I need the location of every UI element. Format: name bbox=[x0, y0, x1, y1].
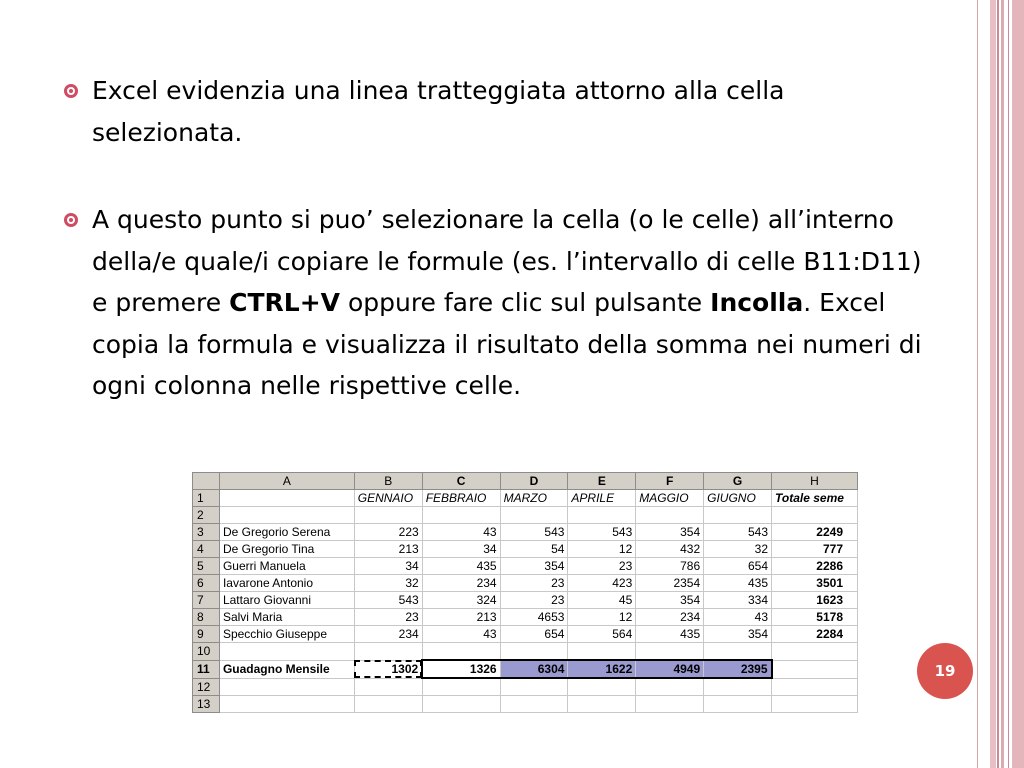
cell[interactable]: 5178 bbox=[772, 609, 858, 626]
page-number-badge bbox=[917, 643, 973, 699]
cell[interactable]: 435 bbox=[704, 575, 772, 592]
table-row bbox=[193, 575, 858, 592]
row-header[interactable]: 7 bbox=[193, 592, 220, 609]
column-header-row bbox=[193, 473, 858, 490]
bullet-1 bbox=[58, 70, 928, 153]
table-row bbox=[193, 626, 858, 643]
decor-stripe bbox=[977, 0, 978, 768]
cell[interactable]: Specchio Giuseppe bbox=[219, 626, 354, 643]
cell[interactable]: 334 bbox=[704, 592, 772, 609]
bullet-icon bbox=[64, 213, 78, 227]
cell[interactable] bbox=[772, 507, 858, 524]
copied-cell[interactable]: 1302 bbox=[354, 660, 422, 678]
col-header-f[interactable]: F bbox=[636, 473, 704, 490]
bullet-2-text-1: A questo punto si puo’ selezionare la cella (o le celle) all’interno della/e quale/i copiare le formule (es. l’intervallo di celle B11:D11) e premere bbox=[92, 205, 922, 317]
table-row bbox=[193, 490, 858, 507]
cell[interactable]: De Gregorio Serena bbox=[219, 524, 354, 541]
spreadsheet-screenshot bbox=[192, 472, 858, 718]
cell[interactable]: Guadagno Mensile bbox=[219, 660, 354, 678]
row-header[interactable]: 1 bbox=[193, 490, 220, 507]
selected-cell[interactable]: 1326 bbox=[422, 660, 500, 678]
cell[interactable] bbox=[219, 678, 354, 696]
cell[interactable]: 654 bbox=[500, 626, 568, 643]
cell[interactable]: 354 bbox=[500, 558, 568, 575]
table-row bbox=[193, 592, 858, 609]
cell[interactable]: 213 bbox=[354, 541, 422, 558]
row-header[interactable]: 6 bbox=[193, 575, 220, 592]
cell[interactable]: 234 bbox=[422, 575, 500, 592]
cell[interactable]: 543 bbox=[500, 524, 568, 541]
cell[interactable]: 543 bbox=[568, 524, 636, 541]
selected-cell[interactable]: 6304 bbox=[500, 660, 568, 678]
cell[interactable]: GENNAIO bbox=[354, 490, 422, 507]
bullet-2-text-3: . Excel copia la formula e visualizza il risultato della somma nei numeri di ogni colonna nelle rispettive celle. bbox=[92, 288, 922, 400]
table-row bbox=[193, 558, 858, 575]
row-header[interactable]: 5 bbox=[193, 558, 220, 575]
table-row bbox=[193, 609, 858, 626]
cell[interactable]: GIUGNO bbox=[704, 490, 772, 507]
cell[interactable]: 564 bbox=[568, 626, 636, 643]
cell[interactable] bbox=[422, 507, 500, 524]
cell[interactable] bbox=[219, 507, 354, 524]
cell[interactable] bbox=[568, 507, 636, 524]
cell[interactable]: 543 bbox=[704, 524, 772, 541]
spreadsheet-table bbox=[192, 472, 858, 713]
cell[interactable]: APRILE bbox=[568, 490, 636, 507]
cell[interactable]: 2284 bbox=[772, 626, 858, 643]
cell[interactable]: 213 bbox=[422, 609, 500, 626]
col-header-g[interactable]: G bbox=[704, 473, 772, 490]
bullet-1-text: Excel evidenzia una linea tratteggiata attorno alla cella selezionata. bbox=[92, 76, 785, 147]
decor-stripe bbox=[997, 0, 999, 768]
cell[interactable]: FEBBRAIO bbox=[422, 490, 500, 507]
cell[interactable]: 654 bbox=[704, 558, 772, 575]
cell[interactable]: Guerri Manuela bbox=[219, 558, 354, 575]
table-row bbox=[193, 643, 858, 661]
cell[interactable]: 23 bbox=[500, 575, 568, 592]
cell[interactable] bbox=[636, 643, 704, 661]
cell[interactable]: 23 bbox=[500, 592, 568, 609]
cell[interactable]: 43 bbox=[704, 609, 772, 626]
cell[interactable] bbox=[422, 696, 500, 713]
cell[interactable] bbox=[422, 643, 500, 661]
decor-stripe bbox=[1008, 0, 1009, 768]
table-row bbox=[193, 507, 858, 524]
bullet-2 bbox=[58, 199, 928, 407]
decor-stripe bbox=[990, 0, 996, 768]
table-row bbox=[193, 524, 858, 541]
bullet-icon bbox=[64, 84, 78, 98]
col-header-b[interactable]: B bbox=[354, 473, 422, 490]
cell[interactable] bbox=[772, 696, 858, 713]
cell[interactable]: 4653 bbox=[500, 609, 568, 626]
row-header[interactable]: 11 bbox=[193, 660, 220, 678]
decor-stripe bbox=[1001, 0, 1004, 768]
cell[interactable] bbox=[500, 507, 568, 524]
selected-cell[interactable]: 1622 bbox=[568, 660, 636, 678]
cell[interactable]: 432 bbox=[636, 541, 704, 558]
cell[interactable]: 435 bbox=[422, 558, 500, 575]
cell[interactable] bbox=[500, 696, 568, 713]
cell[interactable]: 23 bbox=[354, 609, 422, 626]
cell[interactable] bbox=[354, 507, 422, 524]
cell[interactable] bbox=[568, 678, 636, 696]
row-header[interactable]: 9 bbox=[193, 626, 220, 643]
cell[interactable] bbox=[636, 507, 704, 524]
cell[interactable]: 34 bbox=[422, 541, 500, 558]
table-row bbox=[193, 696, 858, 713]
cell[interactable] bbox=[636, 696, 704, 713]
selected-cell[interactable]: 4949 bbox=[636, 660, 704, 678]
cell[interactable]: 234 bbox=[636, 609, 704, 626]
cell[interactable] bbox=[219, 490, 354, 507]
cell[interactable]: 786 bbox=[636, 558, 704, 575]
row-header[interactable]: 8 bbox=[193, 609, 220, 626]
cell[interactable]: MARZO bbox=[500, 490, 568, 507]
col-header-e[interactable]: E bbox=[568, 473, 636, 490]
cell[interactable]: 43 bbox=[422, 524, 500, 541]
cell[interactable]: 234 bbox=[354, 626, 422, 643]
col-header-c[interactable]: C bbox=[422, 473, 500, 490]
selected-cell[interactable]: 2395 bbox=[704, 660, 772, 678]
cell[interactable]: 354 bbox=[704, 626, 772, 643]
cell[interactable]: 1623 bbox=[772, 592, 858, 609]
cell[interactable] bbox=[704, 678, 772, 696]
row-header[interactable]: 4 bbox=[193, 541, 220, 558]
row-header[interactable]: 13 bbox=[193, 696, 220, 713]
cell[interactable]: 423 bbox=[568, 575, 636, 592]
cell[interactable] bbox=[568, 643, 636, 661]
cell[interactable] bbox=[636, 678, 704, 696]
cell[interactable]: 2354 bbox=[636, 575, 704, 592]
cell[interactable]: 777 bbox=[772, 541, 858, 558]
row-header[interactable]: 12 bbox=[193, 678, 220, 696]
col-header-d[interactable]: D bbox=[500, 473, 568, 490]
cell[interactable] bbox=[500, 678, 568, 696]
row-header[interactable]: 10 bbox=[193, 643, 220, 661]
cell[interactable]: 45 bbox=[568, 592, 636, 609]
cell[interactable]: 32 bbox=[704, 541, 772, 558]
cell[interactable]: 2286 bbox=[772, 558, 858, 575]
cell[interactable]: 354 bbox=[636, 524, 704, 541]
cell[interactable] bbox=[568, 696, 636, 713]
cell[interactable]: 354 bbox=[636, 592, 704, 609]
cell[interactable] bbox=[772, 643, 858, 661]
decor-stripe bbox=[1012, 0, 1024, 768]
cell[interactable]: 12 bbox=[568, 541, 636, 558]
cell[interactable] bbox=[219, 696, 354, 713]
row-header[interactable]: 3 bbox=[193, 524, 220, 541]
table-row bbox=[193, 678, 858, 696]
cell[interactable]: 54 bbox=[500, 541, 568, 558]
bullet-2-paste: Incolla bbox=[710, 288, 804, 317]
cell[interactable]: Lattaro Giovanni bbox=[219, 592, 354, 609]
page-number: 19 bbox=[934, 662, 956, 680]
cell[interactable] bbox=[500, 643, 568, 661]
col-header-a[interactable]: A bbox=[219, 473, 354, 490]
cell[interactable] bbox=[772, 660, 858, 678]
cell[interactable]: MAGGIO bbox=[636, 490, 704, 507]
cell[interactable]: 34 bbox=[354, 558, 422, 575]
cell[interactable] bbox=[704, 643, 772, 661]
cell[interactable] bbox=[354, 696, 422, 713]
cell[interactable]: 223 bbox=[354, 524, 422, 541]
cell[interactable]: 543 bbox=[354, 592, 422, 609]
bullet-2-shortcut: CTRL+V bbox=[229, 288, 340, 317]
cell[interactable]: Iavarone Antonio bbox=[219, 575, 354, 592]
cell[interactable] bbox=[704, 507, 772, 524]
cell[interactable]: 12 bbox=[568, 609, 636, 626]
cell[interactable] bbox=[219, 643, 354, 661]
cell[interactable]: 43 bbox=[422, 626, 500, 643]
cell[interactable] bbox=[354, 678, 422, 696]
slide-body bbox=[58, 70, 928, 407]
cell[interactable] bbox=[422, 678, 500, 696]
cell[interactable]: 324 bbox=[422, 592, 500, 609]
cell[interactable]: 435 bbox=[636, 626, 704, 643]
table-row bbox=[193, 660, 858, 678]
cell[interactable]: 32 bbox=[354, 575, 422, 592]
cell[interactable] bbox=[772, 678, 858, 696]
col-header-h[interactable]: H bbox=[772, 473, 858, 490]
cell[interactable] bbox=[704, 696, 772, 713]
row-header[interactable]: 2 bbox=[193, 507, 220, 524]
cell[interactable]: 23 bbox=[568, 558, 636, 575]
cell[interactable]: 3501 bbox=[772, 575, 858, 592]
cell[interactable]: 2249 bbox=[772, 524, 858, 541]
bullet-2-text-2: oppure fare clic sul pulsante bbox=[340, 288, 711, 317]
table-row bbox=[193, 541, 858, 558]
cell[interactable]: Salvi Maria bbox=[219, 609, 354, 626]
cell[interactable]: Totale seme bbox=[772, 490, 858, 507]
cell[interactable] bbox=[354, 643, 422, 661]
corner-cell[interactable] bbox=[193, 473, 220, 490]
cell[interactable]: De Gregorio Tina bbox=[219, 541, 354, 558]
